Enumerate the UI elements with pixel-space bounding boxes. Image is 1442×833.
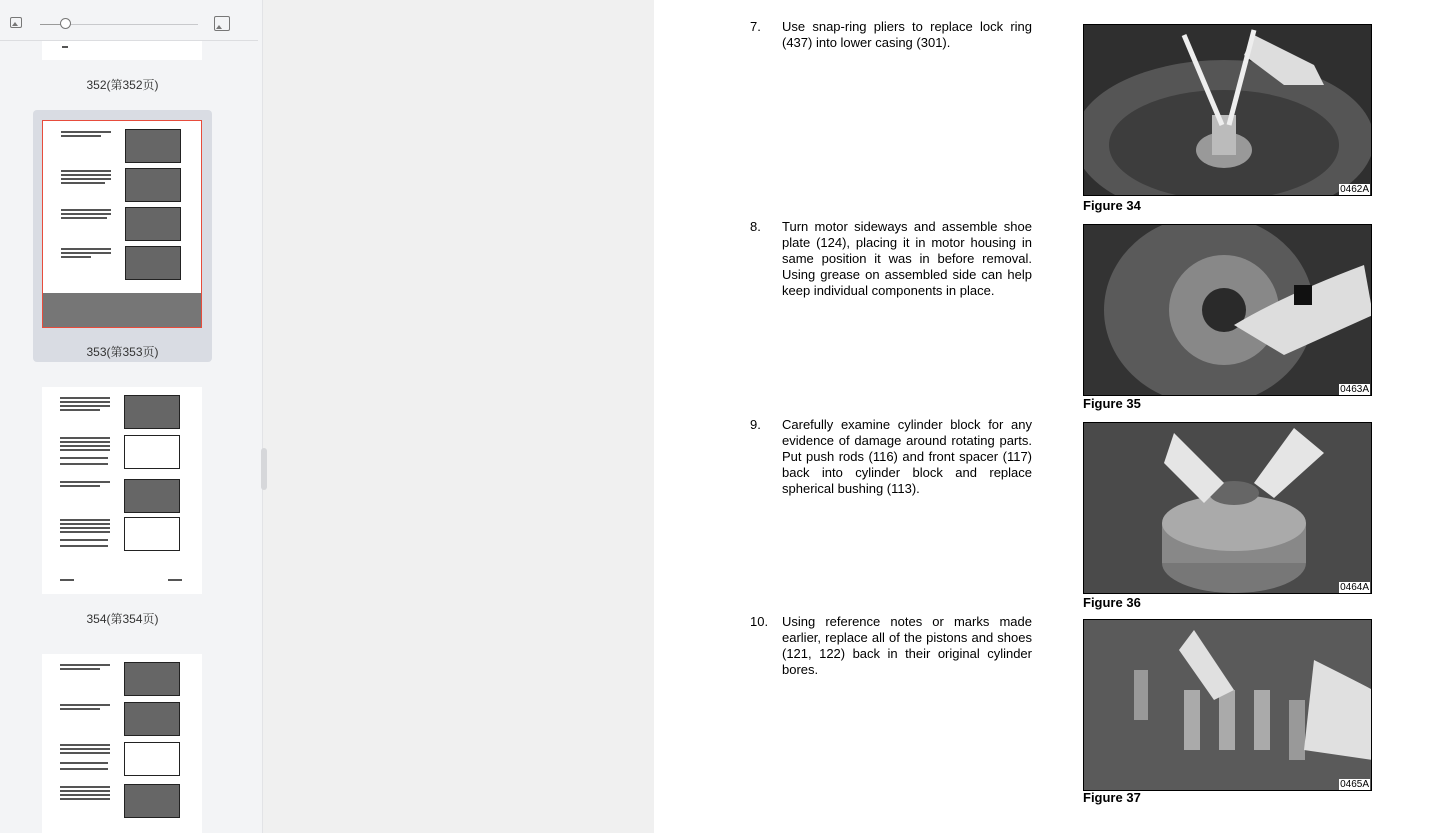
figure-code: 0465A	[1340, 779, 1369, 790]
step-number: 8.	[750, 219, 761, 234]
thumbnail-page-image	[42, 120, 202, 328]
thumbnail-label: 353(第353页)	[86, 345, 159, 359]
figure-36-photo	[1083, 422, 1372, 594]
figure-35-photo	[1083, 224, 1372, 396]
thumbnail-page-image	[42, 40, 202, 60]
sidebar-scrollbar[interactable]	[261, 448, 267, 490]
step-number: 9.	[750, 417, 761, 432]
figure-caption: Figure 36	[1083, 595, 1141, 610]
document-page	[654, 0, 1442, 833]
large-thumbnail-icon[interactable]	[214, 16, 230, 31]
motor-lock-ring-photo-icon	[1084, 25, 1372, 196]
slider-thumb[interactable]	[60, 18, 71, 29]
thumbnail-size-slider[interactable]	[40, 24, 198, 25]
step-text: Turn motor sideways and assemble shoe plate (124), placing it in motor housing in same position it was in before removal. Using grease on assembled side can help keep individual components in place.	[782, 219, 1032, 298]
step-text: Use snap-ring pliers to replace lock ring (437) into lower casing (301).	[782, 19, 1032, 50]
cylinder-block-photo-icon	[1084, 423, 1372, 594]
thumbnail-page-image	[42, 387, 202, 594]
figure-code: 0463A	[1340, 384, 1369, 395]
thumbnail-toolbar	[0, 0, 258, 41]
step-number: 7.	[750, 19, 761, 34]
figure-code: 0462A	[1340, 184, 1369, 195]
step-number: 10.	[750, 614, 769, 629]
thumbnail-page-352[interactable]	[33, 40, 212, 96]
step-text: Carefully examine cylinder block for any evidence of damage around rotating parts. Put push rods (116) and front spacer (117) back into cylinder block and replace spherical bushing (113).	[782, 417, 1032, 496]
figure-code: 0464A	[1340, 582, 1369, 593]
pistons-photo-icon	[1084, 620, 1372, 791]
thumbnail-page-354[interactable]	[33, 377, 212, 629]
thumbnail-label: 352(第352页)	[86, 78, 159, 92]
figure-caption: Figure 37	[1083, 790, 1141, 805]
shoe-plate-photo-icon	[1084, 225, 1372, 396]
step-text: Using reference notes or marks made earlier, replace all of the pistons and shoes (121, 122) back in their original cylinder bores.	[782, 614, 1032, 677]
figure-34-photo	[1083, 24, 1372, 196]
document-background	[270, 0, 653, 833]
figure-caption: Figure 35	[1083, 396, 1141, 411]
small-thumbnail-icon[interactable]	[10, 17, 22, 28]
figure-37-photo	[1083, 619, 1372, 791]
thumbnail-page-353[interactable]	[33, 110, 212, 362]
figure-caption: Figure 34	[1083, 198, 1141, 213]
thumbnail-label: 354(第354页)	[86, 612, 159, 626]
thumbnail-sidebar	[0, 0, 263, 833]
thumbnail-page-355[interactable]	[33, 644, 212, 833]
thumbnail-page-image	[42, 654, 202, 833]
